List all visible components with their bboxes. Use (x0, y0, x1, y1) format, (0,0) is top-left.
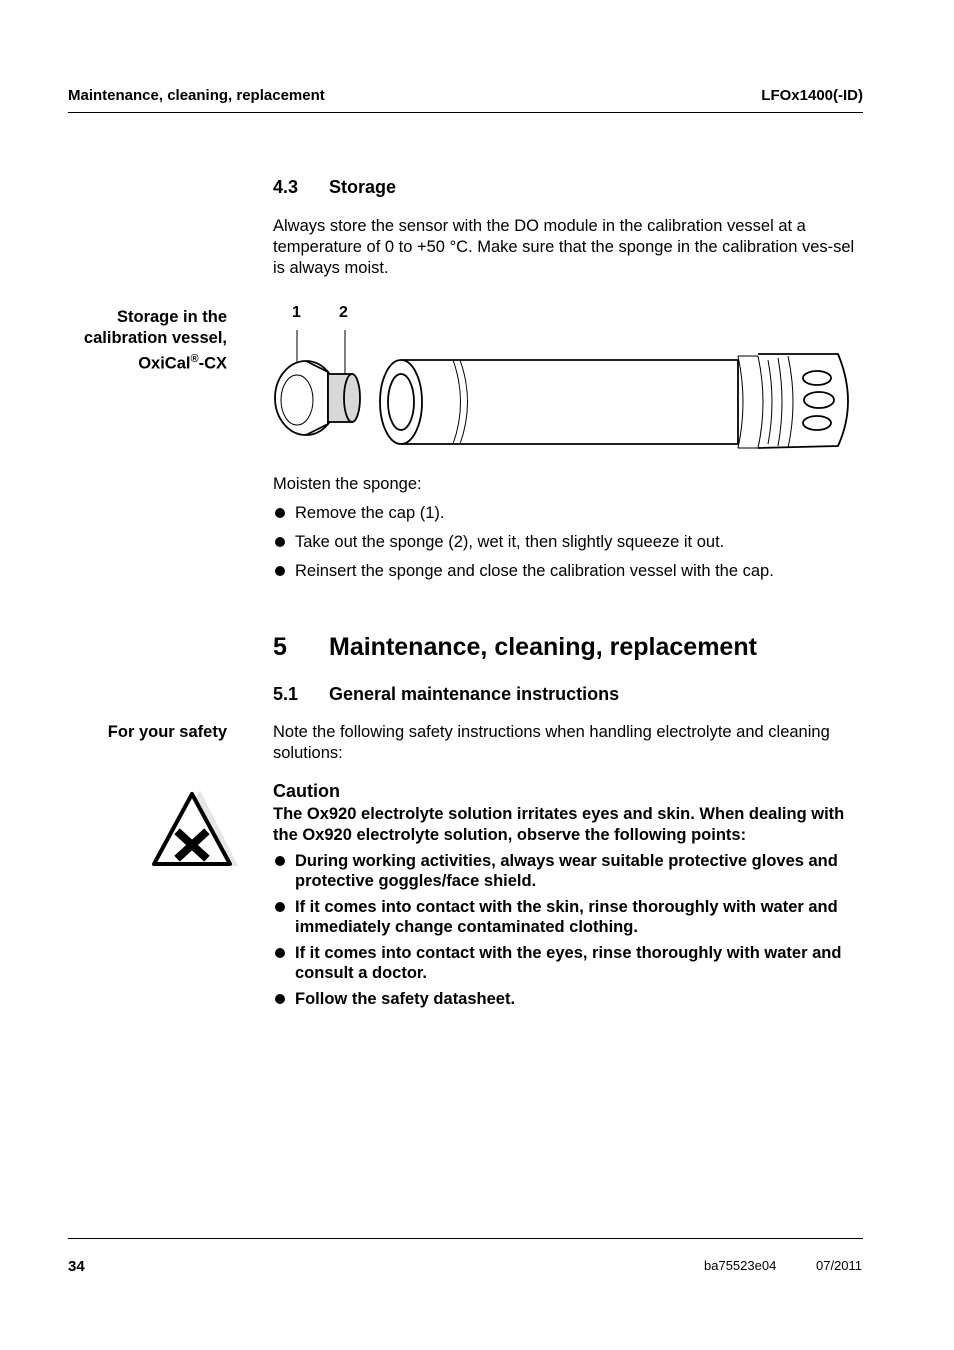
running-header-title: Maintenance, cleaning, replacement (68, 87, 325, 104)
product-suffix: -CX (198, 354, 227, 373)
list-item-text: Take out the sponge (2), wet it, then slightly squeeze it out. (295, 533, 725, 551)
figure-callout-1: 1 (292, 304, 301, 321)
list-item-text: If it comes into contact with the skin, rinse thoroughly with water and immediately change contaminated clothing. (295, 898, 838, 936)
caution-heading: Caution (273, 781, 340, 801)
chapter-number: 5 (273, 633, 287, 661)
section-number: 5.1 (273, 684, 299, 704)
side-label-storage (84, 307, 227, 375)
side-label-line (84, 349, 227, 375)
header-rule (68, 112, 863, 113)
bullet-icon (275, 856, 285, 866)
registered-mark: ® (190, 353, 199, 365)
storage-paragraph: Always store the sensor with the DO module in the calibration vessel at a temperature of 0 to +50 °C. Make sure that the sponge in the calibration ves-sel is always moist. (273, 217, 855, 277)
moisten-steps-list (273, 503, 868, 590)
product-name: OxiCal (138, 354, 191, 373)
moisten-intro: Moisten the sponge: (273, 475, 422, 493)
list-item-text: Follow the safety datasheet. (295, 990, 516, 1008)
list-item (273, 532, 868, 553)
bullet-icon (275, 537, 285, 547)
section-title: Storage (329, 177, 397, 197)
footer-rule (68, 1238, 863, 1239)
chapter-heading (273, 633, 757, 662)
chapter-title: Maintenance, cleaning, replacement (329, 633, 757, 661)
document-id: ba75523e04 (704, 1258, 777, 1273)
bullet-icon (275, 902, 285, 912)
side-label-line: calibration vessel, (83, 329, 227, 347)
bullet-icon (275, 994, 285, 1004)
list-item (273, 897, 868, 937)
document-date: 07/2011 (816, 1258, 863, 1273)
list-item-text: Reinsert the sponge and close the calibration vessel with the cap. (295, 562, 774, 580)
list-item (273, 503, 868, 524)
list-item (273, 989, 868, 1009)
side-label-safety: For your safety (107, 723, 227, 741)
list-item-text: Remove the cap (1). (295, 504, 445, 522)
list-item-text: If it comes into contact with the eyes, rinse thoroughly with water and consult a doctor. (295, 944, 842, 982)
caution-list (273, 851, 868, 1015)
section-heading-storage (273, 177, 396, 198)
side-label-line: Storage in the (116, 308, 227, 326)
bullet-icon (275, 566, 285, 576)
caution-text: The Ox920 electrolyte solution irritates eyes and skin. When dealing with the Ox920 electrolyte solution, observe the following points: (273, 805, 845, 844)
list-item (273, 851, 868, 891)
safety-paragraph: Note the following safety instructions when handling electrolyte and cleaning solutions: (273, 723, 830, 762)
list-item-text: During working activities, always wear suitable protective gloves and protective goggles/face shield. (295, 852, 838, 890)
list-item (273, 943, 868, 983)
section-heading-maintenance (273, 684, 619, 705)
hazard-warning-icon (150, 788, 240, 868)
list-item (273, 561, 868, 582)
running-header-model: LFOx1400(-ID) (761, 87, 863, 104)
bullet-icon (275, 948, 285, 958)
section-number: 4.3 (273, 177, 299, 197)
figure-callout-2: 2 (339, 304, 348, 321)
calibration-vessel-figure (268, 320, 858, 450)
bullet-icon (275, 508, 285, 518)
page-number: 34 (68, 1258, 85, 1275)
section-title: General maintenance instructions (329, 684, 620, 704)
